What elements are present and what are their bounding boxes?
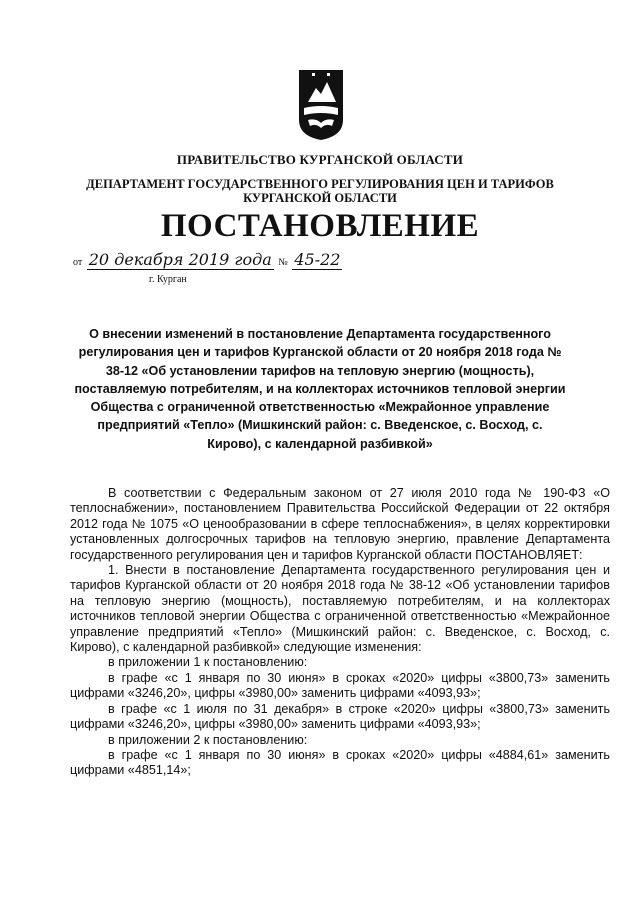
city-label: г. Курган — [149, 274, 187, 285]
number-label: № — [278, 257, 288, 268]
department-title — [0, 177, 640, 205]
body-paragraph: в приложении 2 к постановлению: — [108, 732, 308, 747]
document-type-title: ПОСТАНОВЛЕНИЕ — [160, 208, 480, 244]
body-paragraph: в графе «с 1 июля по 31 декабря» в строке «2020» цифры «3800,73» заменить цифрами «3246,20», цифры «3980,00» заменить цифрами «4093,93»; — [70, 701, 610, 732]
body-paragraph: в приложении 1 к постановлению: — [108, 655, 308, 670]
department-title-line2: КУРГАНСКОЙ ОБЛАСТИ — [243, 191, 397, 205]
department-title-line1: ДЕПАРТАМЕНТ ГОСУДАРСТВЕННОГО РЕГУЛИРОВАНИЯ ЦЕН И ТАРИФОВ — [86, 177, 554, 191]
document-subject: О внесении изменений в постановление Департамента государственного регулирования цен и тарифов Курганской области от 20 ноября 2018 года № 38-12 «Об установлении тарифов на тепловую энергию (мощность), поставляемую потребителям, и на коллекторах источников тепловой энергии Общества с ограниченной ответственностью «Межрайонное управление предприятий «Тепло» (Мишкинский район: с. Введенское, с. Восход, с. Кирово), с календарной разбивкой» — [74, 327, 566, 451]
government-title: ПРАВИТЕЛЬСТВО КУРГАНСКОЙ ОБЛАСТИ — [176, 152, 464, 167]
body-paragraph: В соответствии с Федеральным законом от 27 июля 2010 года № 190-ФЗ «О теплоснабжении», постановлением Правительства Российской Федерации от 22 октября 2012 года № 1075 «О ценообразовании в сфере теплоснабжения», в целях корректировки установленных долгосрочных тарифов на тепловую энергию, правление Департамента государственного регулирования цен и тарифов Курганской области ПОСТАНОВЛЯЕТ: — [70, 486, 610, 562]
body-paragraph: 1. Внести в постановление Департамента государственного регулирования цен и тарифов Курганской области от 20 ноября 2018 года № 38-12 «Об установлении тарифов на тепловую энергию (мощность), поставляемую потребителям, и на коллекторах источников тепловой энергии Общества с ограниченной ответственностью «Межрайонное управление предприятий «Тепло» (Мишкинский район: с. Введенское, с. Восход, с. Кирово), с календарной разбивкой» следующие изменения: — [70, 563, 610, 655]
document-date: 20 декабря 2019 года — [88, 250, 272, 269]
body-paragraph: в графе «с 1 января по 30 июня» в сроках «2020» цифры «4884,61» заменить цифрами «4851,14»; — [70, 747, 610, 778]
body-paragraph: в графе «с 1 января по 30 июня» в сроках «2020» цифры «3800,73» заменить цифрами «3246,20», цифры «3980,00» заменить цифрами «4093,93»; — [70, 670, 610, 701]
coat-of-arms-icon — [296, 68, 346, 142]
document-number: 45-22 — [294, 250, 341, 269]
document-body — [70, 486, 610, 779]
from-label: от — [73, 257, 83, 268]
date-number-line — [71, 250, 342, 270]
